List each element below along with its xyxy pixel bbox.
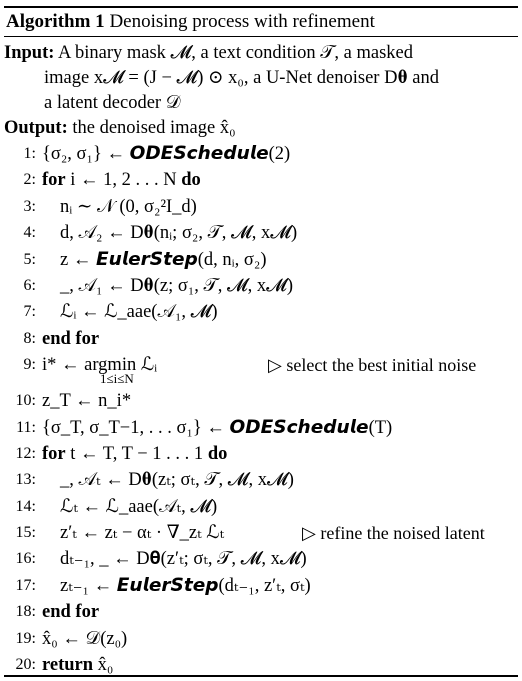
line-number: 6: <box>23 276 36 294</box>
step-text: t ← T, T − 1 . . . 1 <box>70 443 204 464</box>
argmin-subscript: 1≤i≤N <box>100 371 134 387</box>
line-number: 1: <box>23 145 36 162</box>
step-text: z′ₜ ← zₜ − αₜ · ∇_zₜ ℒₜ <box>60 523 225 544</box>
caption-rule <box>4 36 518 37</box>
output-keyword: Output: <box>4 118 68 138</box>
line-number: 10: <box>15 392 36 410</box>
step-text: x̂₀ ← 𝒟(z₀) <box>42 628 128 649</box>
step-text: {σ_T, σ_T−1, . . . σ₁} ← 𝙊𝘿𝙀𝙎𝙘𝙝𝙚𝙙𝙪𝙡𝙚(T) <box>42 417 393 438</box>
input-line-1 <box>4 41 518 66</box>
step-comment: ▷ refine the noised latent <box>302 523 485 544</box>
algorithm-label: Algorithm 1 <box>6 11 105 32</box>
step-line <box>4 273 518 299</box>
line-number: 12: <box>15 444 36 462</box>
step-line <box>4 546 518 572</box>
keyword-return: return <box>42 655 94 676</box>
step-line <box>4 388 518 414</box>
line-number: 13: <box>15 471 36 489</box>
step-text: i* ← argmin ℒᵢ <box>42 355 158 376</box>
input-text-2: image x𝓜 = (J − 𝓜) ⊙ x₀, a U-Net denoiser D𝛉 and <box>44 68 439 88</box>
step-line <box>4 573 518 599</box>
step-line <box>4 299 518 325</box>
line-number: 20: <box>15 656 36 674</box>
step-content <box>42 167 201 193</box>
input-section <box>4 41 518 141</box>
algorithm-caption <box>4 8 518 36</box>
step-text: ℒₜ ← ℒ_aae(𝒜ₜ, 𝓜) <box>60 496 218 517</box>
step-text: ℒᵢ ← ℒ_aae(𝒜₁, 𝓜) <box>60 302 218 323</box>
step-text: _, 𝒜ₜ ← D𝛉(zₜ; σₜ, 𝒯, 𝓜, x𝓜) <box>60 470 294 491</box>
step-comment: ▷ select the best initial noise <box>268 355 477 376</box>
keyword-end-for: end for <box>42 602 100 623</box>
algorithm-block <box>4 6 518 678</box>
keyword-for: for <box>42 443 66 464</box>
line-number: 15: <box>15 524 36 542</box>
step-text: zₜ₋₁ ← 𝙀𝙪𝙡𝙚𝙧𝙎𝙩𝙚𝙥(dₜ₋₁, z′ₜ, σₜ) <box>60 575 311 596</box>
step-text: d, 𝒜₂ ← D𝛉(nᵢ; σ₂, 𝒯, 𝓜, x𝓜) <box>60 223 298 244</box>
step-line <box>4 194 518 220</box>
line-number: 19: <box>15 629 36 647</box>
step-line <box>4 599 518 625</box>
line-number: 2: <box>23 171 36 189</box>
algorithm-steps <box>4 141 518 678</box>
step-line <box>4 247 518 273</box>
step-text: dₜ₋₁, _ ← D𝛉(z′ₜ; σₜ, 𝒯, 𝓜, x𝓜) <box>60 549 307 570</box>
step-text: z ← 𝙀𝙪𝙡𝙚𝙧𝙎𝙩𝙚𝙥(d, nᵢ, σ₂) <box>60 249 267 270</box>
keyword-do: do <box>181 170 201 191</box>
output-line <box>4 116 518 141</box>
step-line <box>4 167 518 193</box>
keyword-do: do <box>207 443 228 464</box>
line-number: 3: <box>23 197 36 215</box>
step-line <box>4 141 518 167</box>
bottom-rule <box>4 675 518 677</box>
line-number: 9: <box>23 356 36 374</box>
step-line <box>4 415 518 441</box>
line-number: 7: <box>23 303 36 321</box>
line-number: 8: <box>23 329 36 347</box>
output-text: the denoised image x̂₀ <box>72 118 236 138</box>
input-text-3: a latent decoder 𝒟 <box>44 93 181 113</box>
input-text-1: A binary mask 𝓜, a text condition 𝒯, a masked <box>58 43 413 63</box>
keyword-end-for: end for <box>42 328 100 349</box>
input-line-2 <box>4 66 518 91</box>
step-text: x̂₀ <box>97 655 114 676</box>
line-number: 18: <box>15 603 36 621</box>
step-text: z_T ← n_i* <box>42 391 132 412</box>
algorithm-title: Denoising process with refinement <box>109 11 375 32</box>
step-text: i ← 1, 2 . . . N <box>70 170 177 191</box>
input-keyword: Input: <box>4 43 55 63</box>
input-line-3 <box>4 91 518 116</box>
line-number: 17: <box>15 576 36 594</box>
step-line <box>4 441 518 467</box>
step-line <box>4 326 518 352</box>
keyword-for: for <box>42 170 66 191</box>
line-number: 14: <box>15 497 36 515</box>
step-line <box>4 220 518 246</box>
step-line <box>4 494 518 520</box>
step-text: {σ₂, σ₁} ← 𝙊𝘿𝙀𝙎𝙘𝙝𝙚𝙙𝙪𝙡𝙚(2) <box>42 144 291 164</box>
step-line <box>4 352 518 388</box>
line-number: 11: <box>16 418 36 436</box>
line-number: 16: <box>15 550 36 568</box>
step-text: nᵢ ∼ 𝒩 (0, σ₂²I_d) <box>60 196 197 217</box>
step-text: _, 𝒜₁ ← D𝛉(z; σ₁, 𝒯, 𝓜, x𝓜) <box>60 275 294 296</box>
step-content <box>42 441 227 467</box>
line-number: 4: <box>23 224 36 242</box>
step-line <box>4 467 518 493</box>
step-line <box>4 520 518 546</box>
step-line <box>4 626 518 652</box>
line-number: 5: <box>23 250 36 268</box>
